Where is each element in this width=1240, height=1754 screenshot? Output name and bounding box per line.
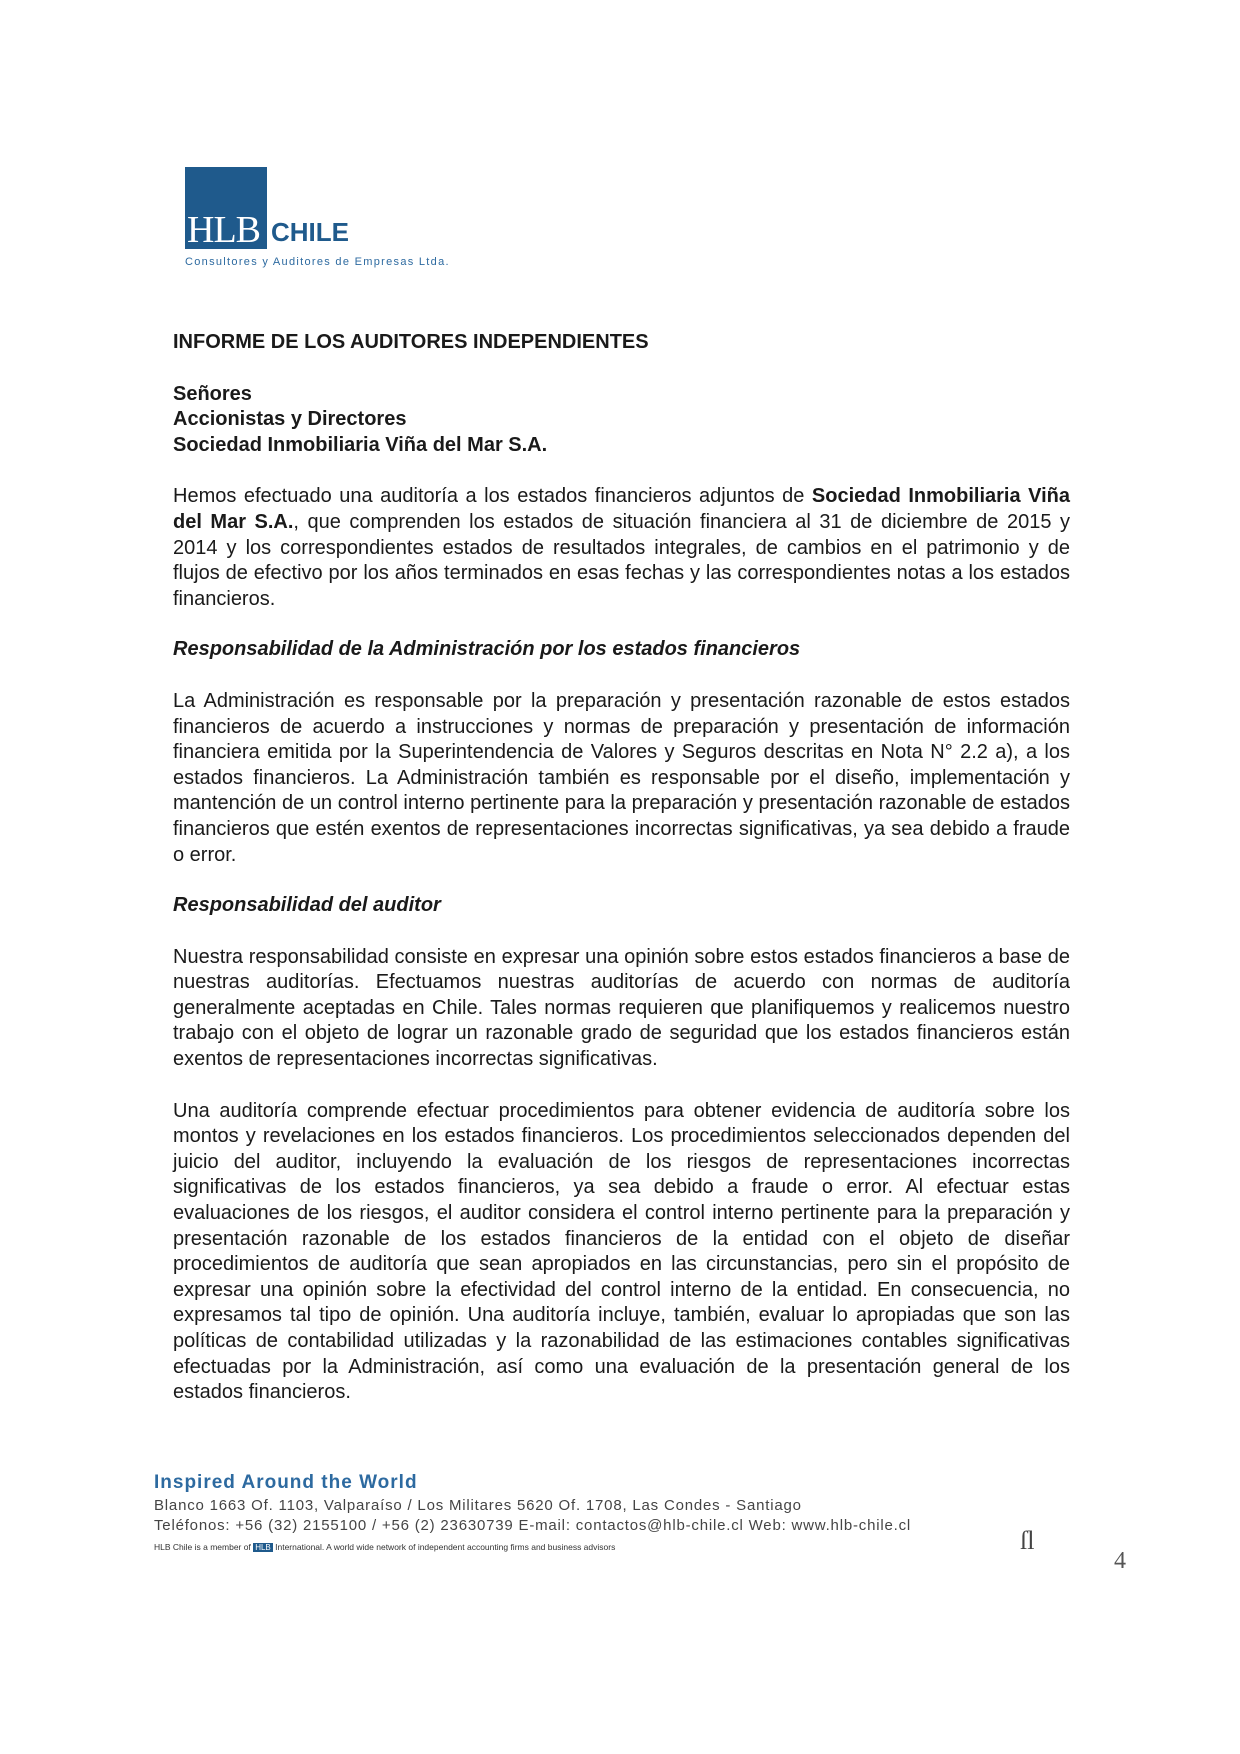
page-footer xyxy=(154,1472,1054,1552)
section-heading-management: Responsabilidad de la Administración por los estados financieros xyxy=(173,638,801,661)
auditor-paragraph-1: Nuestra responsabilidad consiste en expresar una opinión sobre estos estados financieros a base de nuestras auditorías. Efectuamos nuestras auditorías de acuerdo con normas de auditoría generalmente aceptadas en Chile. Tales normas requieren que planifiquemos y realicemos nuestro trabajo con el objeto de lograr un razonable grado de seguridad que los estados financieros están exentos de representaciones incorrectas significativas. xyxy=(173,945,1070,1071)
intro-text-1: Hemos efectuado una auditoría a los estados financieros adjuntos de xyxy=(173,485,812,508)
addressee-line: Señores xyxy=(173,382,252,405)
logo-chile-text: CHILE xyxy=(271,217,349,247)
footer-member-note xyxy=(154,1542,1054,1552)
logo-hlb-text: HLB xyxy=(187,209,260,251)
intro-paragraph xyxy=(173,484,1070,612)
mini-hlb-logo: HLB xyxy=(255,1543,271,1552)
auditor-paragraph-2: Una auditoría comprende efectuar procedimientos para obtener evidencia de auditoría sobre los montos y revelaciones en los estados financieros. Los procedimientos seleccionados dependen del juicio del auditor, incluyendo la evaluación de los riesgos de representaciones incorrectas significativas de los estados financieros, ya sea debido a fraude o error. Al efectuar estas evaluaciones de los riesgos, el auditor considera el control interno pertinente para la preparación y presentación razonable de los estados financieros de la entidad con el objeto de diseñar procedimientos de auditoría que sean apropiados en las circunstancias, pero sin el propósito de expresar una opinión sobre la efectividad del control interno de la entidad. En consecuencia, no expresamos tal tipo de opinión. Una auditoría incluye, también, evaluar lo apropiadas que son las políticas de contabilidad utilizadas y la razonabilidad de las estimaciones contables significativas efectuadas por la Administración, así como una evaluación de la presentación general de los estados financieros. xyxy=(173,1099,1070,1404)
footer-tagline: Inspired Around the World xyxy=(154,1472,418,1493)
page-number: 4 xyxy=(1114,1548,1126,1574)
footer-address: Blanco 1663 Of. 1103, Valparaíso / Los Militares 5620 Of. 1708, Las Condes - Santiago xyxy=(154,1497,802,1514)
hlb-chile-logo xyxy=(185,167,485,277)
addressee-block xyxy=(173,382,1070,459)
intro-company-name: Sociedad Inmobiliaria Viña del Mar S.A. xyxy=(173,485,1070,533)
addressee-line: Sociedad Inmobiliaria Viña del Mar S.A. xyxy=(173,433,548,456)
report-title: INFORME DE LOS AUDITORES INDEPENDIENTES xyxy=(173,331,649,353)
handwritten-mark: ſl xyxy=(1020,1526,1035,1555)
intro-text-2: , que comprenden los estados de situación financiera al 31 de diciembre de 2015 y 2014 y los correspondientes estados de resultados integrales, de cambios en el patrimonio y de flujos de efectivo por los años terminados en esas fechas y las correspondientes notas a los estados financieros. xyxy=(173,510,1070,610)
logo-subtitle: Consultores y Auditores de Empresas Ltda. xyxy=(185,256,450,268)
management-paragraph: La Administración es responsable por la preparación y presentación razonable de estos estados financieros de acuerdo a instrucciones y normas de preparación y presentación de información financiera emitida por la Superintendencia de Valores y Seguros descritas en Nota N° 2.2 a), a los estados financieros. La Administración también es responsable por el diseño, implementación y mantención de un control interno pertinente para la preparación y presentación razonable de estados financieros que estén exentos de representaciones incorrectas significativas, ya sea debido a fraude o error. xyxy=(173,689,1070,866)
footer-contact: Teléfonos: +56 (32) 2155100 / +56 (2) 23630739 E-mail: contactos@hlb-chile.cl Web: www.hlb-chile.cl xyxy=(154,1517,912,1534)
member-post: International. A world wide network of independent accounting firms and business advisors xyxy=(272,1542,616,1552)
logo-box xyxy=(185,167,267,249)
section-heading-auditor: Responsabilidad del auditor xyxy=(173,894,441,917)
report-body xyxy=(173,330,1070,1406)
addressee-line: Accionistas y Directores xyxy=(173,408,407,431)
member-pre: HLB Chile is a member of xyxy=(154,1542,254,1552)
